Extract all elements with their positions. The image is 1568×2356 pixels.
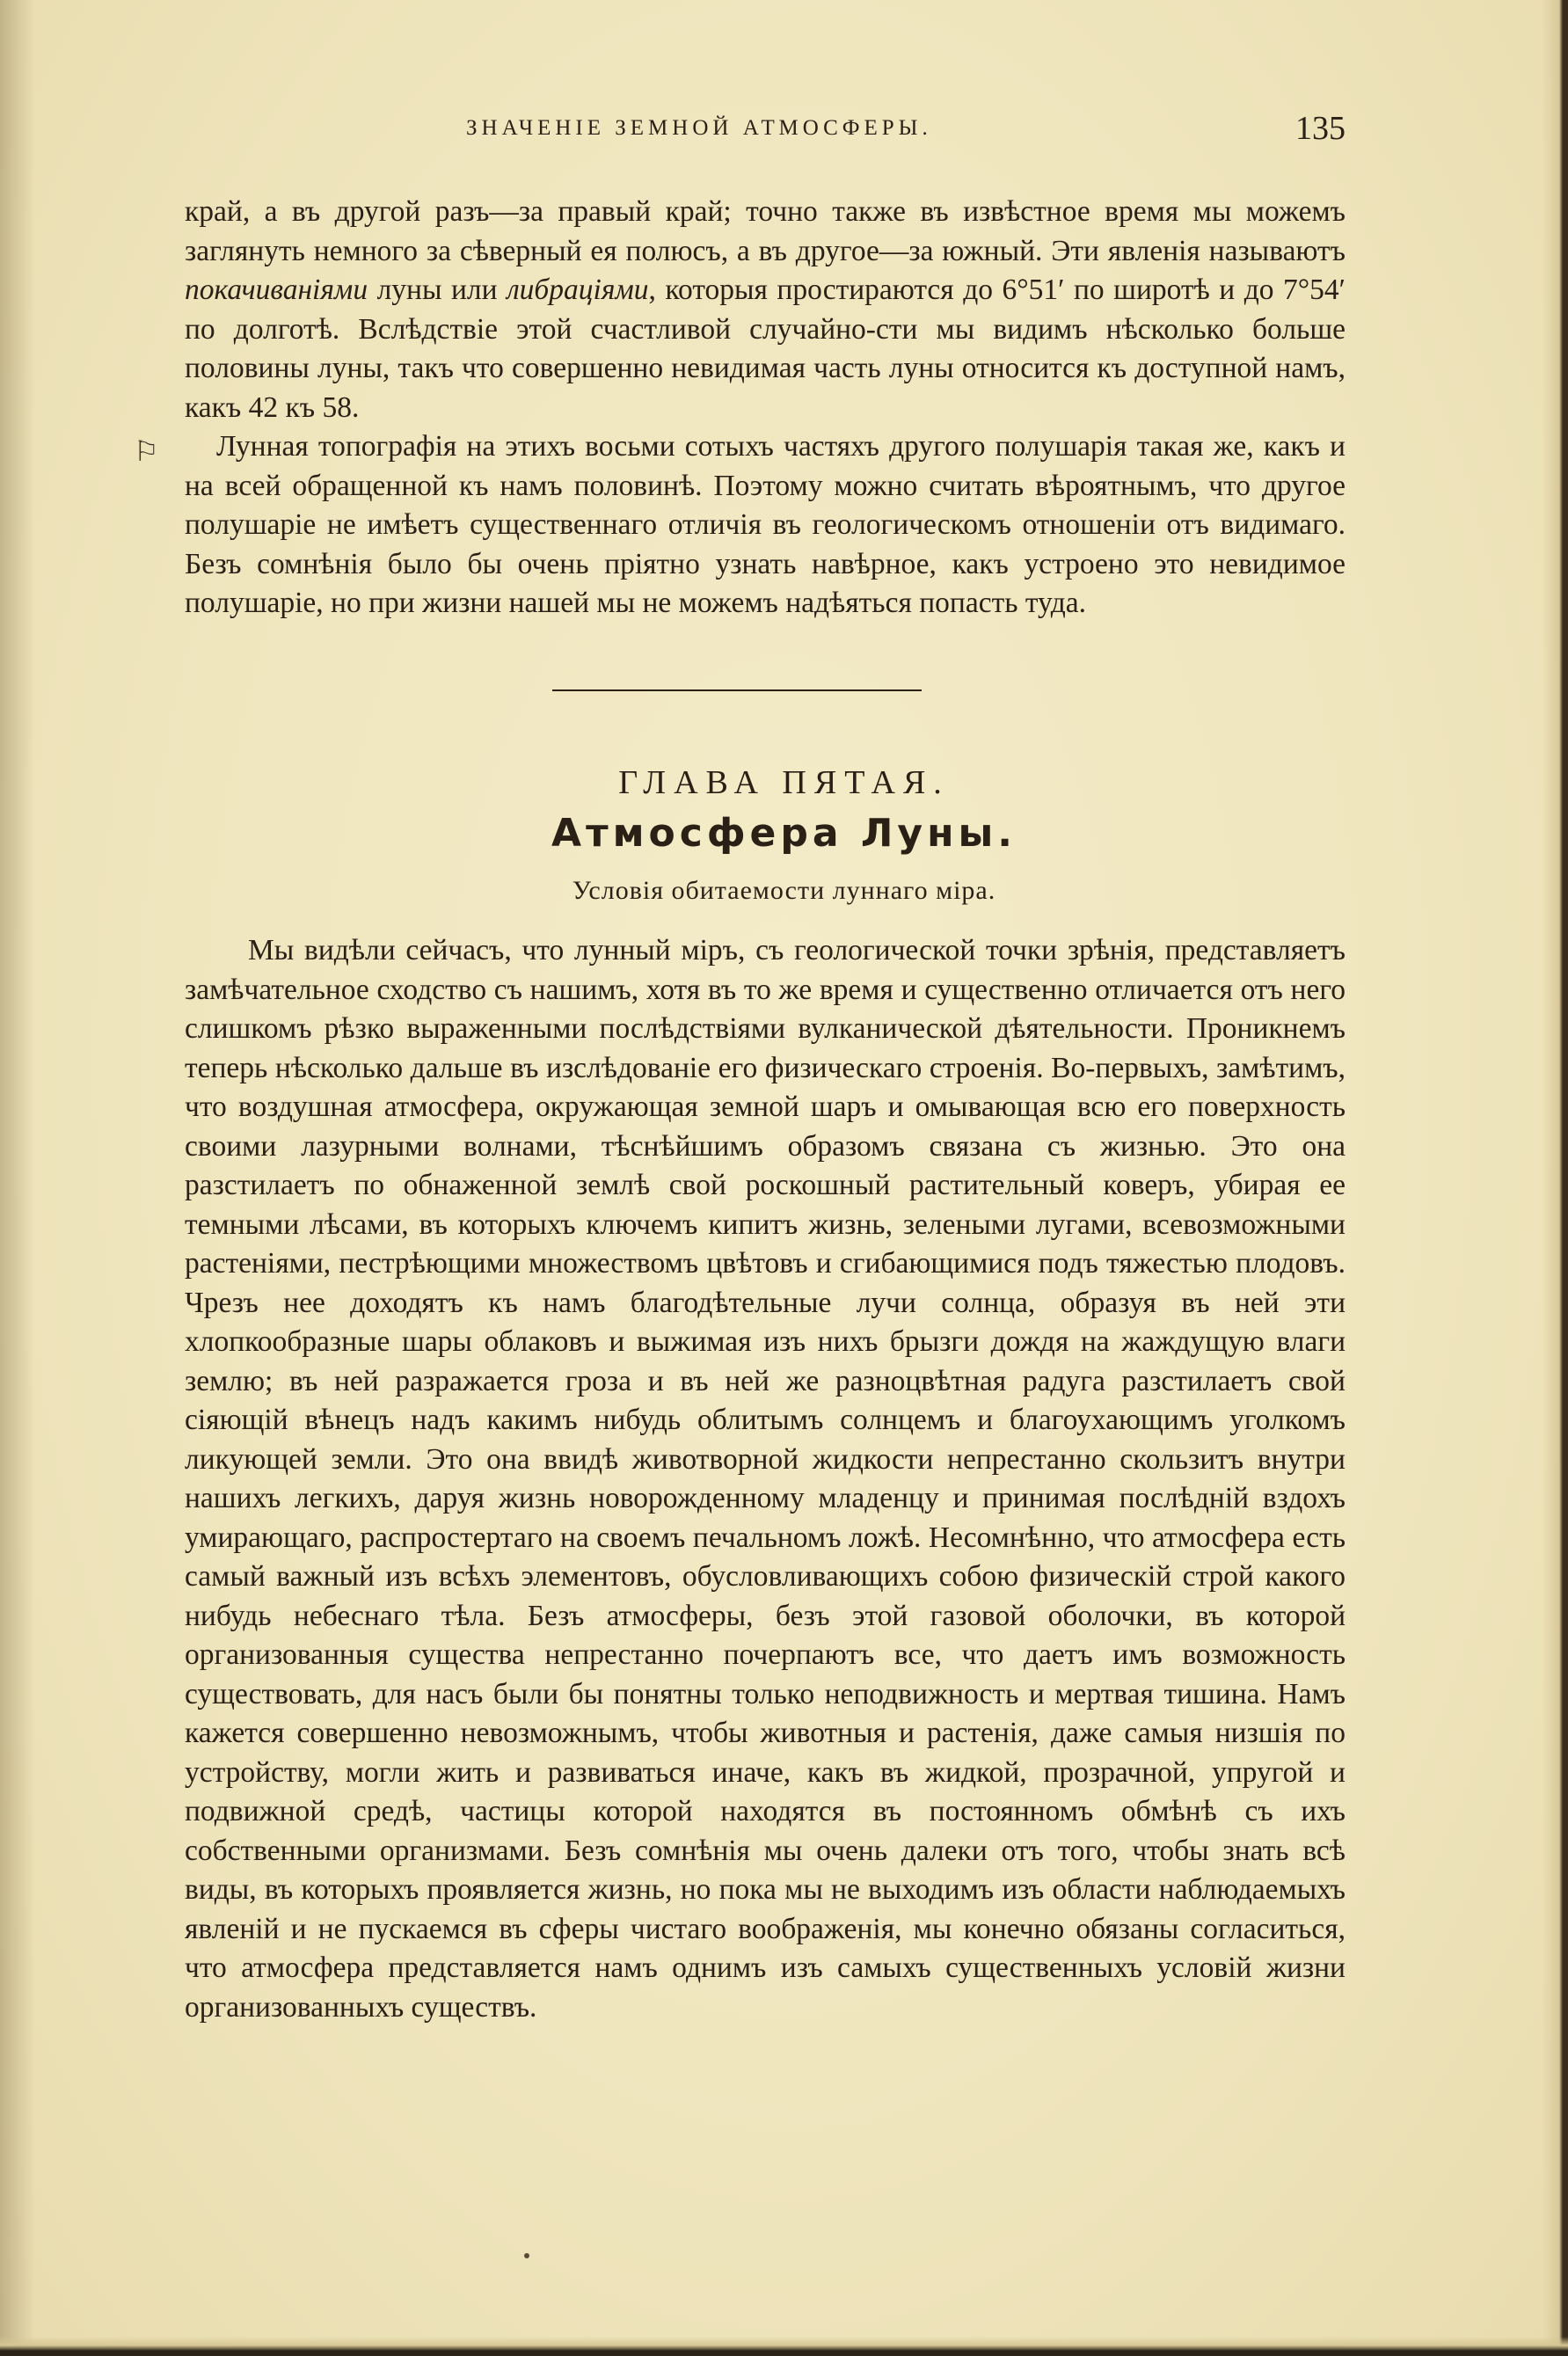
paragraph-lunar-topography: Лунная топографія на этихъ восьми сотыхъ частяхъ другого полушарія такая же, какъ и на всей обращенной къ намъ половинѣ. Поэтому можно считать вѣроятнымъ, что другое полушаріе не имѣетъ существеннаго отличія въ геологическомъ отношеніи отъ видимаго. Безъ сомнѣнія было бы очень пріятно узнать навѣрное, какъ устроено это невидимое полушаріе, но при жизни нашей мы не можемъ надѣяться попасть туда.	[185, 430, 1346, 619]
italic-term: покачиваніями	[185, 274, 368, 306]
text-fragment: луны или	[368, 274, 507, 306]
text-line: край, а въ другой разъ—за правый край; точно также въ извѣстное время мы	[185, 195, 1232, 228]
text-line: часть луны относится къ доступной намъ, какъ 42 къ 58.	[185, 352, 1346, 424]
page-edge-right	[1542, 0, 1568, 2356]
text-line: можемъ заглянуть немного за сѣверный ея полюсъ, а въ другое—за южный. Эти	[185, 195, 1346, 267]
spine-shadow	[0, 0, 35, 2356]
margin-mark-icon: ⚐	[134, 435, 159, 467]
text-line: до 6°51′ по широтѣ и до 7°54′ по долготѣ. Вслѣдствіе этой счастливой случайно-	[185, 274, 1346, 346]
chapter-label: ГЛАВА ПЯТАЯ.	[618, 764, 950, 801]
page-header	[185, 110, 1346, 148]
text-line: явленія называютъ	[1107, 234, 1346, 267]
text-line: сти мы видимъ нѣсколько больше половины луны, такъ что совершенно невидимая	[185, 312, 1346, 384]
text-fragment: , которыя простираются	[648, 274, 954, 306]
chapter-paragraph: Мы видѣли сейчасъ, что лунный міръ, съ геологической точки зрѣнія, представляетъ замѣчательное сходство съ нашимъ, хотя въ то же время и существенно отличается отъ него слишкомъ рѣзко выраженными послѣдствіями вулканической дѣятельности. Проникнемъ теперь нѣсколько дальше въ изслѣдованіе его физическаго строенія. Во-первыхъ, замѣтимъ, что воздушная атмосфера, окружающая земной шаръ и омывающая всю его поверхность своими лазурными волнами, тѣснѣйшимъ образомъ связана съ жизнью. Это она разстилаетъ по обнаженной землѣ свой роскошный растительный коверъ, убирая ее темными лѣсами, въ которыхъ ключемъ кипитъ жизнь, зелеными лугами, всевозможными растеніями, пестрѣющими множествомъ цвѣтовъ и сгибающимися подъ тяжестью плодовъ. Чрезъ нее доходятъ къ намъ благодѣтельные лучи солнца, образуя въ ней эти хлопкообразные шары облаковъ и выжимая изъ нихъ брызги дождя на жаждущую влаги землю; въ ней разражается гроза и въ ней же разноцвѣтная радуга разстилаетъ свой сіяющій вѣнецъ надъ какимъ нибудь облитымъ солнцемъ и благоухающимъ уголкомъ ликующей земли. Это она ввидѣ животворной жидкости непрестанно скользитъ внутри нашихъ легкихъ, даруя жизнь новорожденному младенцу и принимая послѣдній вздохъ умирающаго, распростертаго на своемъ печальномъ ложѣ. Несомнѣнно, что атмосфера есть самый важный изъ всѣхъ элементовъ, обусловливающихъ собою физическій строй какого нибудь небеснаго тѣла. Безъ атмосферы, безъ этой газовой оболочки, въ которой организованныя существа непрестанно почерпаютъ все, что даетъ имъ возможность существовать, для насъ были бы понятны только неподвижность и мертвая тишина. Намъ кажется совершенно невозможнымъ, чтобы животныя и растенія, даже самыя низшія по устройству, могли жить и развиваться иначе, какъ въ жидкой, прозрачной, упругой и подвижной средѣ, частицы которой находятся въ постоянномъ обмѣнѣ съ ихъ собственными организмами. Безъ сомнѣнія мы очень далеки отъ того, чтобы знать всѣ виды, въ которыхъ проявляется жизнь, но пока мы не выходимъ изъ области наблюдаемыхъ явленій и не пускаемся въ сферы чистаго воображенія, мы конечно обязаны согласиться, что атмосфера представляется намъ однимъ изъ самыхъ существенныхъ условій жизни организованныхъ существъ.	[185, 934, 1346, 2024]
chapter-subtitle: Условія обитаемости луннаго міра.	[572, 876, 996, 905]
running-head: ЗНАЧЕНІЕ ЗЕМНОЙ АТМОСФЕРЫ.	[466, 116, 932, 140]
chapter-title: Атмосфера Луны.	[551, 811, 1017, 856]
page-number: 135	[1295, 110, 1346, 147]
page-edge-bottom	[0, 2337, 1568, 2356]
continuation-text	[185, 193, 1346, 624]
continuation-paragraph	[185, 193, 1346, 427]
italic-term: либраціями	[507, 274, 649, 306]
section-divider	[552, 689, 922, 691]
chapter-body	[185, 931, 1346, 2027]
paper-speck	[524, 2253, 529, 2258]
